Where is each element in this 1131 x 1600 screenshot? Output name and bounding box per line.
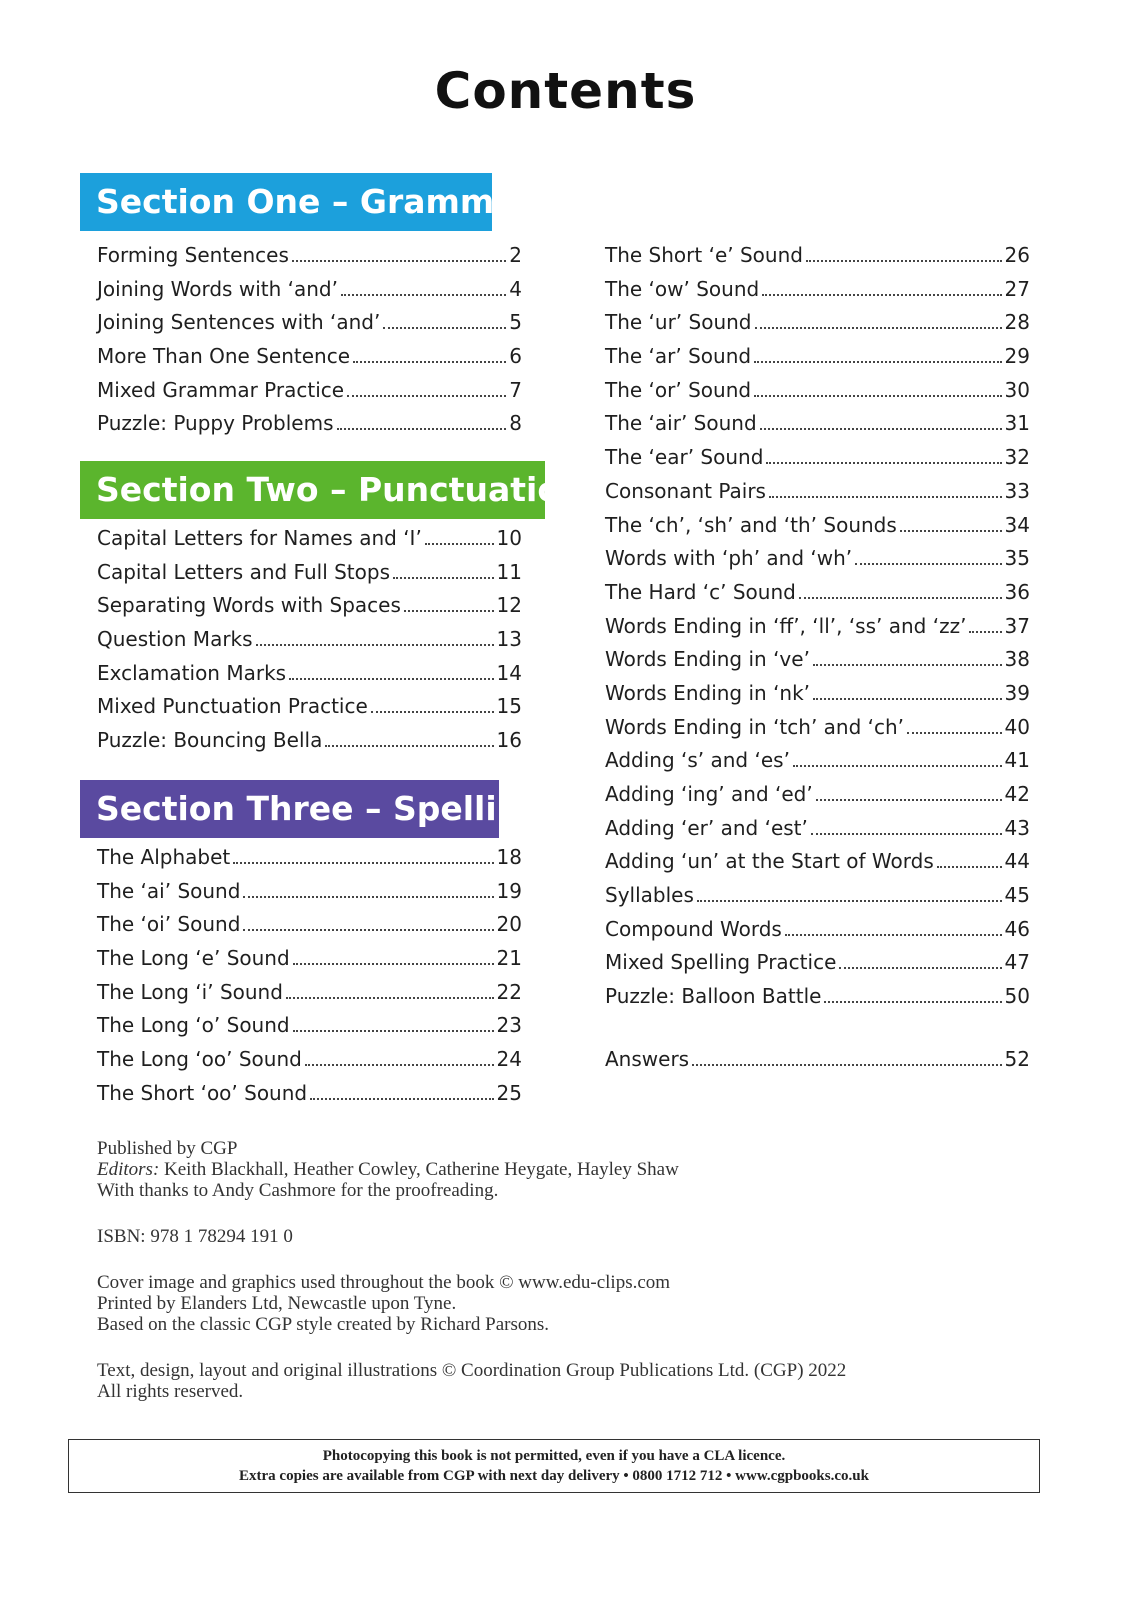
dot-leader <box>811 833 1002 835</box>
toc-entry[interactable] <box>605 849 1030 883</box>
toc-entry[interactable] <box>97 526 522 560</box>
toc-entry-page-number: 46 <box>1004 916 1030 941</box>
toc-entry-label: Mixed Spelling Practice <box>605 950 837 975</box>
toc-entry-page-number: 21 <box>496 946 522 971</box>
dot-leader <box>353 361 506 363</box>
dot-leader <box>425 543 494 545</box>
toc-entry-page-number: 52 <box>1004 1047 1030 1071</box>
toc-entry[interactable] <box>605 816 1030 850</box>
dot-leader <box>799 597 1002 599</box>
toc-entry-label: Words Ending in ‘nk’ <box>605 680 811 705</box>
toc-entry[interactable] <box>605 513 1030 547</box>
section-heading-grammar: Section One – Grammar <box>80 173 492 231</box>
toc-entry-page-number: 6 <box>509 344 522 369</box>
photocopy-notice-box <box>68 1439 1040 1493</box>
dot-leader <box>824 1001 1001 1003</box>
toc-entry-page-number: 47 <box>1004 950 1030 975</box>
toc-entry-page-number: 23 <box>496 1013 522 1038</box>
toc-entry[interactable] <box>605 984 1030 1018</box>
toc-entry[interactable] <box>97 378 522 412</box>
toc-list-answers <box>605 1047 1030 1081</box>
toc-entry-label: Question Marks <box>97 627 253 652</box>
toc-list-punctuation <box>97 526 522 762</box>
production-credits <box>97 1272 997 1335</box>
dot-leader <box>289 678 493 680</box>
toc-entry[interactable] <box>97 845 522 879</box>
toc-entry-page-number: 43 <box>1004 815 1030 840</box>
dot-leader <box>937 866 1002 868</box>
dot-leader <box>785 934 1002 936</box>
toc-entry-label: The ‘ar’ Sound <box>605 344 752 369</box>
toc-entry-label: Puzzle: Bouncing Bella <box>97 728 323 753</box>
toc-entry-page-number: 50 <box>1004 984 1030 1009</box>
dot-leader <box>793 765 1002 767</box>
toc-entry-label: Adding ‘un’ at the Start of Words <box>605 849 934 874</box>
toc-entry-label: Mixed Punctuation Practice <box>97 694 368 719</box>
toc-entry[interactable] <box>97 912 522 946</box>
toc-entry-label: The Short ‘oo’ Sound <box>97 1080 308 1105</box>
section-heading-spelling: Section Three – Spelling <box>80 780 499 838</box>
toc-entry-label: Words with ‘ph’ and ‘wh’ <box>605 546 853 571</box>
toc-entry[interactable] <box>97 1081 522 1115</box>
toc-entry-page-number: 15 <box>496 694 522 719</box>
toc-entry-page-number: 30 <box>1004 377 1030 402</box>
toc-entry-page-number: 27 <box>1004 276 1030 301</box>
toc-entry-label: The Alphabet <box>97 845 231 869</box>
dot-leader <box>839 967 1001 969</box>
dot-leader <box>293 963 494 965</box>
toc-entry[interactable] <box>97 728 522 762</box>
toc-entry-label: The ‘oi’ Sound <box>97 912 241 937</box>
toc-entry-label: The ‘or’ Sound <box>605 377 752 402</box>
toc-entry-page-number: 41 <box>1004 748 1030 773</box>
dot-leader <box>907 732 1002 734</box>
toc-entry[interactable] <box>97 593 522 627</box>
toc-entry-answers[interactable] <box>605 1047 1030 1081</box>
toc-entry-page-number: 2 <box>509 243 522 267</box>
toc-entry[interactable] <box>97 310 522 344</box>
toc-entry-label: Words Ending in ‘ff’, ‘ll’, ‘ss’ and ‘zz’ <box>605 613 967 638</box>
toc-list-spelling-part-1 <box>97 845 522 1115</box>
editors-label: Editors: <box>97 1159 160 1180</box>
thanks-line: With thanks to Andy Cashmore for the proofreading. <box>97 1180 499 1201</box>
dot-leader <box>755 327 1002 329</box>
toc-entry-page-number: 5 <box>509 310 522 335</box>
dot-leader <box>293 1030 494 1032</box>
toc-entry-label: Adding ‘s’ and ‘es’ <box>605 748 790 773</box>
toc-entry[interactable] <box>605 917 1030 951</box>
toc-entry-label: The Hard ‘c’ Sound <box>605 579 796 604</box>
toc-entry-label: Syllables <box>605 883 694 908</box>
toc-entry-label: Adding ‘ing’ and ‘ed’ <box>605 782 813 806</box>
toc-entry[interactable] <box>97 1047 522 1081</box>
toc-entry-page-number: 7 <box>509 377 522 402</box>
toc-entry[interactable] <box>97 243 522 277</box>
dot-leader <box>292 260 506 262</box>
editors-line <box>97 1159 997 1180</box>
toc-entry-label: Separating Words with Spaces <box>97 593 401 618</box>
toc-entry-label: Answers <box>605 1047 690 1071</box>
toc-entry-label: The ‘ch’, ‘sh’ and ‘th’ Sounds <box>605 512 897 537</box>
toc-entry-label: The Long ‘o’ Sound <box>97 1013 290 1038</box>
toc-entry[interactable] <box>97 344 522 378</box>
toc-list-spelling-part-2 <box>605 243 1030 1018</box>
toc-entry-label: Words Ending in ‘tch’ and ‘ch’ <box>605 714 905 739</box>
toc-entry-page-number: 16 <box>496 728 522 753</box>
toc-entry[interactable] <box>605 782 1030 816</box>
toc-entry-page-number: 36 <box>1004 579 1030 604</box>
toc-entry-label: The Long ‘i’ Sound <box>97 979 283 1004</box>
toc-list-grammar <box>97 243 522 445</box>
toc-entry-page-number: 13 <box>496 627 522 652</box>
notice-line-2: Extra copies are available from CGP with next day delivery • 0800 1712 712 • www.cgpbooks.co.uk <box>239 1468 869 1484</box>
toc-entry-page-number: 4 <box>509 276 522 301</box>
toc-entry-page-number: 37 <box>1004 613 1030 638</box>
toc-entry-label: The ‘ear’ Sound <box>605 445 764 470</box>
dot-leader <box>243 896 493 898</box>
toc-entry-page-number: 11 <box>496 559 522 584</box>
toc-entry-label: Puzzle: Puppy Problems <box>97 411 334 436</box>
toc-entry-label: The ‘air’ Sound <box>605 411 757 436</box>
dot-leader <box>762 294 1001 296</box>
toc-entry[interactable] <box>97 980 522 1014</box>
toc-entry-label: Adding ‘er’ and ‘est’ <box>605 815 808 840</box>
cover-credit: Cover image and graphics used throughout the book © www.edu-clips.com <box>97 1272 671 1293</box>
toc-entry[interactable] <box>605 378 1030 412</box>
toc-entry[interactable] <box>605 411 1030 445</box>
dot-leader <box>383 327 506 329</box>
toc-entry-label: Forming Sentences <box>97 243 289 267</box>
dot-leader <box>347 395 506 397</box>
toc-entry-page-number: 22 <box>496 979 522 1004</box>
dot-leader <box>760 428 1002 430</box>
dot-leader <box>754 361 1001 363</box>
notice-line-1: Photocopying this book is not permitted, even if you have a CLA licence. <box>322 1448 786 1464</box>
dot-leader <box>813 664 1002 666</box>
dot-leader <box>337 428 507 430</box>
toc-entry-label: The Long ‘e’ Sound <box>97 946 290 971</box>
toc-entry-label: More Than One Sentence <box>97 344 350 369</box>
toc-entry-label: The ‘ai’ Sound <box>97 878 241 903</box>
page-title: Contents <box>434 62 697 120</box>
toc-entry-page-number: 31 <box>1004 411 1030 436</box>
toc-entry-label: Joining Sentences with ‘and’ <box>97 310 381 335</box>
toc-entry-page-number: 28 <box>1004 310 1030 335</box>
dot-leader <box>692 1064 1001 1066</box>
copyright-block <box>97 1360 997 1402</box>
dot-leader <box>404 610 494 612</box>
toc-entry[interactable] <box>97 694 522 728</box>
toc-entry-page-number: 44 <box>1004 849 1030 874</box>
toc-entry[interactable] <box>97 661 522 695</box>
dot-leader <box>243 929 493 931</box>
toc-entry-page-number: 34 <box>1004 512 1030 537</box>
toc-entry[interactable] <box>97 946 522 980</box>
style-credit: Based on the classic CGP style created by Richard Parsons. <box>97 1314 550 1335</box>
toc-entry-page-number: 38 <box>1004 647 1030 672</box>
toc-entry-label: Capital Letters and Full Stops <box>97 559 390 584</box>
toc-entry[interactable] <box>97 411 522 445</box>
toc-entry[interactable] <box>97 277 522 311</box>
toc-entry-label: Compound Words <box>605 916 782 941</box>
dot-leader <box>855 563 1001 565</box>
dot-leader <box>393 577 494 579</box>
toc-entry[interactable] <box>605 715 1030 749</box>
toc-entry-label: Consonant Pairs <box>605 478 766 503</box>
toc-entry[interactable] <box>605 243 1030 277</box>
dot-leader <box>806 260 1002 262</box>
dot-leader <box>233 862 493 864</box>
published-by: Published by CGP <box>97 1138 238 1159</box>
toc-entry-page-number: 26 <box>1004 243 1030 267</box>
toc-entry-page-number: 8 <box>509 411 522 436</box>
toc-entry[interactable] <box>605 344 1030 378</box>
toc-entry-page-number: 32 <box>1004 445 1030 470</box>
dot-leader <box>305 1064 494 1066</box>
dot-leader <box>754 395 1001 397</box>
dot-leader <box>341 294 506 296</box>
toc-entry[interactable] <box>97 1013 522 1047</box>
dot-leader <box>310 1098 493 1100</box>
toc-entry[interactable] <box>605 310 1030 344</box>
rights-line: All rights reserved. <box>97 1381 244 1402</box>
dot-leader <box>697 900 1002 902</box>
dot-leader <box>813 698 1002 700</box>
toc-entry-page-number: 18 <box>496 845 522 869</box>
toc-entry-label: Joining Words with ‘and’ <box>97 276 338 301</box>
toc-entry[interactable] <box>605 681 1030 715</box>
toc-entry[interactable] <box>605 748 1030 782</box>
copyright-line: Text, design, layout and original illustrations © Coordination Group Publications Ltd. (CGP) 2022 <box>97 1360 847 1381</box>
dot-leader <box>256 644 494 646</box>
toc-entry-page-number: 25 <box>496 1080 522 1105</box>
toc-entry-page-number: 12 <box>496 593 522 618</box>
printer-credit: Printed by Elanders Ltd, Newcastle upon Tyne. <box>97 1293 457 1314</box>
dot-leader <box>969 631 1001 633</box>
toc-entry-page-number: 20 <box>496 912 522 937</box>
toc-entry[interactable] <box>605 647 1030 681</box>
toc-entry[interactable] <box>605 883 1030 917</box>
isbn: ISBN: 978 1 78294 191 0 <box>97 1226 293 1247</box>
toc-entry-page-number: 19 <box>496 878 522 903</box>
toc-entry-label: Exclamation Marks <box>97 660 287 685</box>
toc-entry[interactable] <box>605 479 1030 513</box>
toc-entry-label: Capital Letters for Names and ‘I’ <box>97 526 422 550</box>
section-heading-punctuation: Section Two – Punctuation <box>80 461 545 519</box>
dot-leader <box>325 745 493 747</box>
toc-entry[interactable] <box>605 546 1030 580</box>
dot-leader <box>769 496 1002 498</box>
toc-entry-page-number: 35 <box>1004 546 1030 571</box>
toc-entry-label: The Long ‘oo’ Sound <box>97 1047 302 1072</box>
toc-entry[interactable] <box>97 627 522 661</box>
toc-entry[interactable] <box>605 277 1030 311</box>
toc-entry[interactable] <box>605 614 1030 648</box>
toc-entry[interactable] <box>97 560 522 594</box>
toc-entry-label: Puzzle: Balloon Battle <box>605 984 822 1009</box>
toc-entry-page-number: 39 <box>1004 680 1030 705</box>
toc-entry-label: The ‘ow’ Sound <box>605 276 760 301</box>
toc-entry-page-number: 24 <box>496 1047 522 1072</box>
toc-entry-page-number: 29 <box>1004 344 1030 369</box>
toc-entry-page-number: 14 <box>496 660 522 685</box>
dot-leader <box>286 997 494 999</box>
publisher-credits <box>97 1138 997 1201</box>
toc-entry[interactable] <box>605 445 1030 479</box>
dot-leader <box>900 530 1002 532</box>
dot-leader <box>816 799 1002 801</box>
dot-leader <box>766 462 1001 464</box>
toc-entry[interactable] <box>605 950 1030 984</box>
toc-entry-page-number: 10 <box>496 526 522 550</box>
toc-entry[interactable] <box>97 879 522 913</box>
toc-entry-page-number: 40 <box>1004 714 1030 739</box>
toc-entry[interactable] <box>605 580 1030 614</box>
dot-leader <box>371 711 494 713</box>
toc-entry-label: Words Ending in ‘ve’ <box>605 647 810 672</box>
toc-entry-label: Mixed Grammar Practice <box>97 377 345 402</box>
toc-entry-page-number: 33 <box>1004 478 1030 503</box>
toc-entry-label: The Short ‘e’ Sound <box>605 243 803 267</box>
editors-names: Keith Blackhall, Heather Cowley, Catherine Heygate, Hayley Shaw <box>159 1159 679 1180</box>
toc-entry-label: The ‘ur’ Sound <box>605 310 752 335</box>
toc-entry-page-number: 42 <box>1004 782 1030 806</box>
toc-entry-page-number: 45 <box>1004 883 1030 908</box>
